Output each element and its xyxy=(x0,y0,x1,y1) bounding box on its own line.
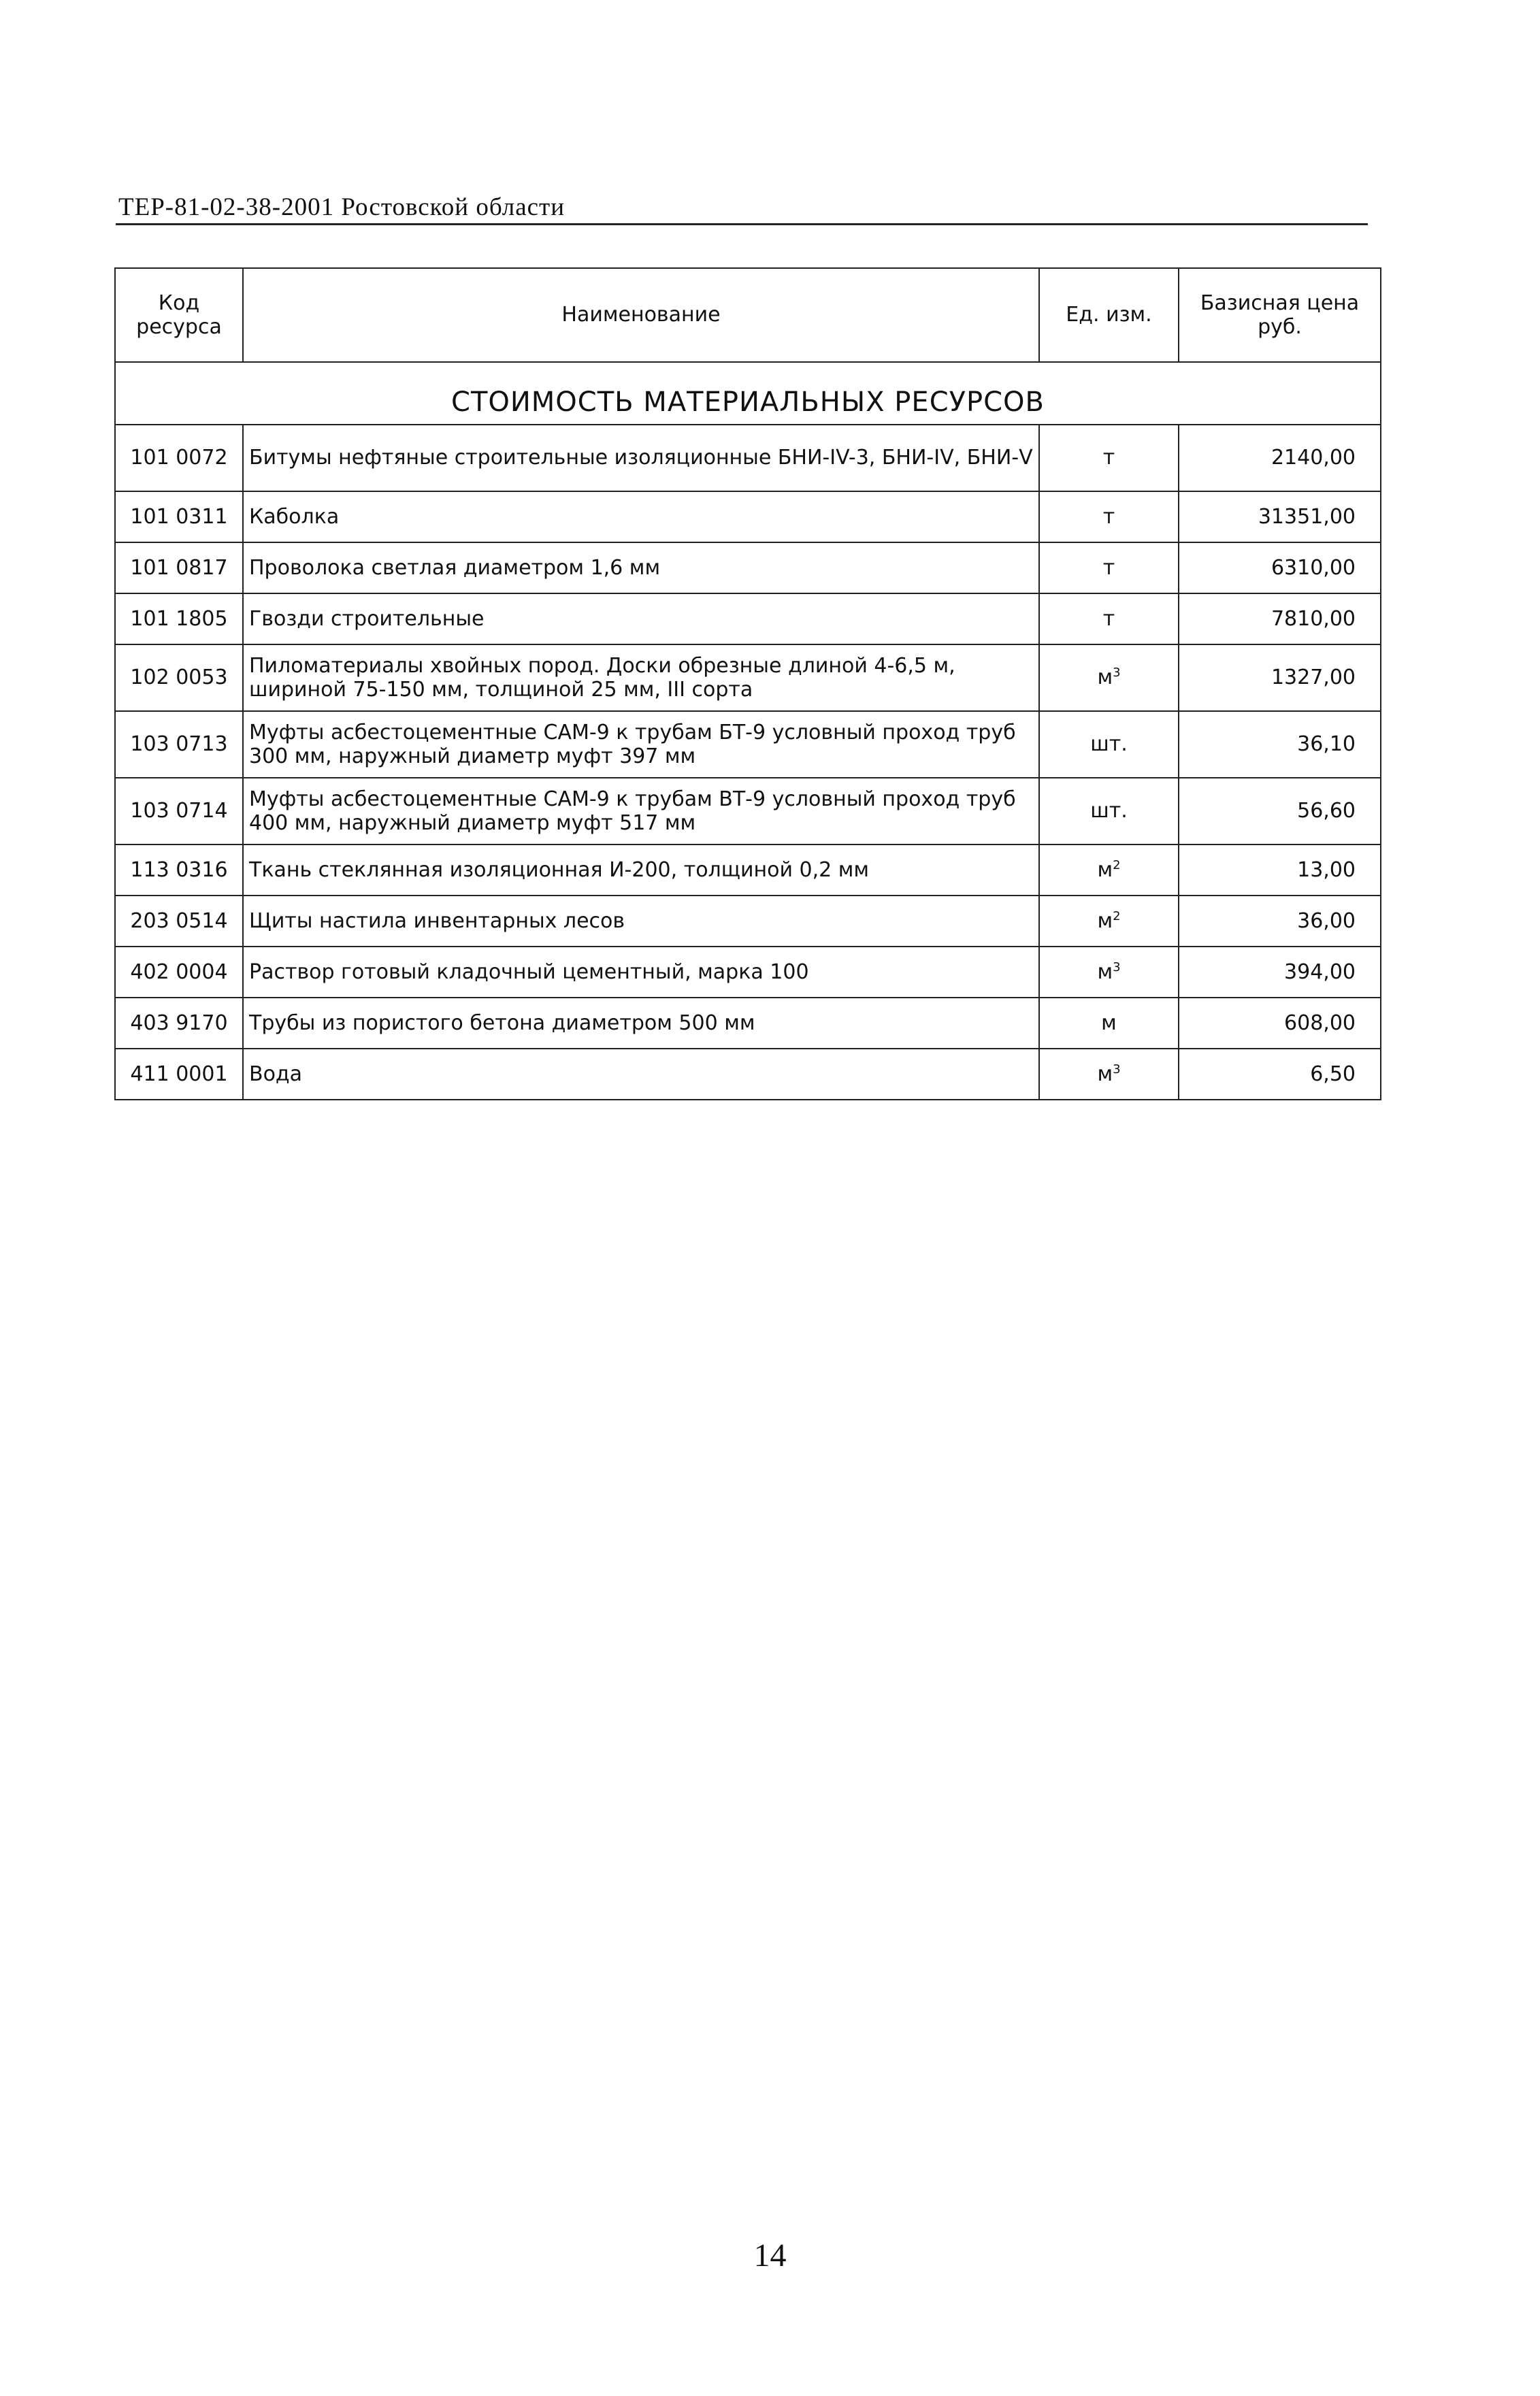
resource-code: 103 0713 xyxy=(115,711,243,778)
resource-unit xyxy=(1039,947,1179,998)
document-header xyxy=(116,191,1368,225)
unit-label: м xyxy=(1097,666,1113,690)
table-row xyxy=(115,644,1381,711)
table-row xyxy=(115,711,1381,778)
resource-name: Щиты настила инвентарных лесов xyxy=(243,896,1039,947)
table-body xyxy=(115,362,1381,1100)
resource-unit xyxy=(1039,1049,1179,1100)
unit-label: т xyxy=(1102,504,1115,529)
resource-name: Трубы из пористого бетона диаметром 500 мм xyxy=(243,998,1039,1049)
resource-unit xyxy=(1039,644,1179,711)
resource-code: 102 0053 xyxy=(115,644,243,711)
resource-price: 56,60 xyxy=(1179,778,1381,844)
resource-unit xyxy=(1039,711,1179,778)
resource-price: 2140,00 xyxy=(1179,425,1381,491)
resource-name: Проволока светлая диаметром 1,6 мм xyxy=(243,542,1039,593)
table-row xyxy=(115,896,1381,947)
table-row xyxy=(115,491,1381,542)
unit-exponent: 3 xyxy=(1113,959,1121,974)
resource-name: Вода xyxy=(243,1049,1039,1100)
unit-label: м xyxy=(1097,959,1113,984)
section-title-cell xyxy=(115,362,1381,425)
table-row xyxy=(115,998,1381,1049)
resource-name: Муфты асбестоцементные САМ-9 к трубам БТ-9 условный проход труб 300 мм, наружный диаметр муфт 397 мм xyxy=(243,711,1039,778)
resource-price: 13,00 xyxy=(1179,844,1381,896)
resource-code: 403 9170 xyxy=(115,998,243,1049)
resource-unit xyxy=(1039,593,1179,644)
unit-label: т xyxy=(1102,555,1115,580)
resource-unit xyxy=(1039,542,1179,593)
unit-label: м xyxy=(1101,1011,1117,1035)
resource-name: Пиломатериалы хвойных пород. Доски обрезные длиной 4-6,5 м, шириной 75-150 мм, толщиной 25 мм, III сорта xyxy=(243,644,1039,711)
col-header-price: Базисная цена руб. xyxy=(1179,268,1381,362)
page-number: 14 xyxy=(753,2237,787,2274)
section-title-row xyxy=(115,362,1381,425)
resource-unit xyxy=(1039,896,1179,947)
resource-name: Раствор готовый кладочный цементный, марка 100 xyxy=(243,947,1039,998)
table-row xyxy=(115,844,1381,896)
resource-price: 36,00 xyxy=(1179,896,1381,947)
resource-code: 103 0714 xyxy=(115,778,243,844)
unit-label: т xyxy=(1102,446,1115,470)
resources-table xyxy=(114,267,1381,1100)
table-row xyxy=(115,1049,1381,1100)
resource-code: 113 0316 xyxy=(115,844,243,896)
unit-exponent: 3 xyxy=(1113,1062,1121,1077)
col-header-unit: Ед. изм. xyxy=(1039,268,1179,362)
resource-code: 203 0514 xyxy=(115,896,243,947)
resource-unit xyxy=(1039,425,1179,491)
resource-price: 6,50 xyxy=(1179,1049,1381,1100)
col-header-name: Наименование xyxy=(243,268,1039,362)
resource-name: Битумы нефтяные строительные изоляционные БНИ-IV-3, БНИ-IV, БНИ-V xyxy=(243,425,1039,491)
table-row xyxy=(115,542,1381,593)
resource-unit xyxy=(1039,844,1179,896)
unit-label: м xyxy=(1097,857,1113,882)
resource-unit xyxy=(1039,998,1179,1049)
resource-code: 101 1805 xyxy=(115,593,243,644)
resource-price: 31351,00 xyxy=(1179,491,1381,542)
table-row xyxy=(115,778,1381,844)
table-row xyxy=(115,593,1381,644)
resource-code: 411 0001 xyxy=(115,1049,243,1100)
table-row xyxy=(115,425,1381,491)
unit-label: шт. xyxy=(1090,732,1128,757)
unit-exponent: 3 xyxy=(1113,666,1121,680)
unit-label: м xyxy=(1097,1062,1113,1086)
resource-price: 394,00 xyxy=(1179,947,1381,998)
resource-code: 101 0072 xyxy=(115,425,243,491)
resource-price: 1327,00 xyxy=(1179,644,1381,711)
resource-code: 101 0817 xyxy=(115,542,243,593)
table-header-row xyxy=(115,268,1381,362)
unit-label: т xyxy=(1102,606,1115,631)
unit-label: шт. xyxy=(1090,799,1128,823)
resource-name: Каболка xyxy=(243,491,1039,542)
resource-name: Муфты асбестоцементные САМ-9 к трубам ВТ-9 условный проход труб 400 мм, наружный диаметр муфт 517 мм xyxy=(243,778,1039,844)
document-title: ТЕР-81-02-38-2001 Ростовской области xyxy=(118,193,566,221)
resource-price: 6310,00 xyxy=(1179,542,1381,593)
resource-unit xyxy=(1039,778,1179,844)
resource-name: Ткань стеклянная изоляционная И-200, толщиной 0,2 мм xyxy=(243,844,1039,896)
resource-price: 608,00 xyxy=(1179,998,1381,1049)
unit-exponent: 2 xyxy=(1113,857,1121,872)
resource-price: 36,10 xyxy=(1179,711,1381,778)
section-title: СТОИМОСТЬ МАТЕРИАЛЬНЫХ РЕСУРСОВ xyxy=(451,387,1045,419)
unit-exponent: 2 xyxy=(1113,908,1121,923)
resource-price: 7810,00 xyxy=(1179,593,1381,644)
resource-unit xyxy=(1039,491,1179,542)
resource-code: 101 0311 xyxy=(115,491,243,542)
resource-name: Гвозди строительные xyxy=(243,593,1039,644)
table-row xyxy=(115,947,1381,998)
unit-label: м xyxy=(1097,908,1113,933)
resource-code: 402 0004 xyxy=(115,947,243,998)
col-header-code: Код ресурса xyxy=(115,268,243,362)
